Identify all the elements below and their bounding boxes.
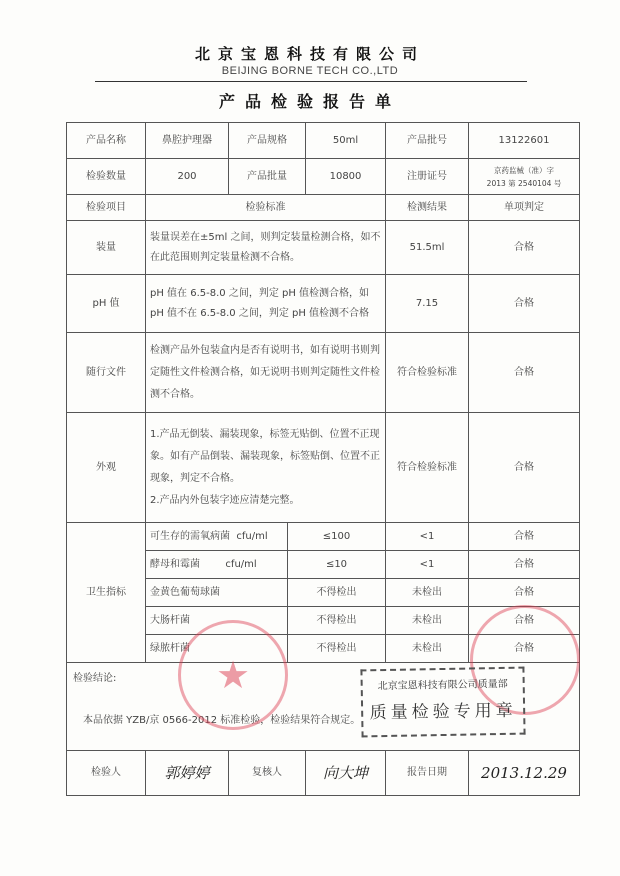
test-item: 外观 <box>67 413 146 523</box>
test-judgment: 合格 <box>469 333 580 413</box>
hygiene-judgment: 合格 <box>469 523 580 551</box>
inspector-label: 检验人 <box>67 751 146 796</box>
info-row-1 <box>67 123 580 159</box>
lot-label: 产品批号 <box>386 123 469 159</box>
hygiene-judgment: 合格 <box>469 607 580 635</box>
hygiene-name: 酵母和霉菌 cfu/ml <box>146 551 288 579</box>
hygiene-name: 金黄色葡萄球菌 <box>146 579 288 607</box>
stamp-line-1: 北京宝恩科技有限公司质量部 <box>377 678 508 693</box>
test-result: 符合检验标准 <box>386 413 469 523</box>
hygiene-judgment: 合格 <box>469 579 580 607</box>
company-name-cn: 北京宝恩科技有限公司 <box>194 45 425 63</box>
hygiene-name: 大肠杆菌 <box>146 607 288 635</box>
hygiene-name: 可生存的需氧病菌 cfu/ml <box>146 523 288 551</box>
hygiene-result: <1 <box>386 523 469 551</box>
hygiene-standard: ≤100 <box>288 523 386 551</box>
hygiene-name: 绿脓杆菌 <box>146 635 288 663</box>
product-name-label: 产品名称 <box>67 123 146 159</box>
column-header-row <box>67 195 580 221</box>
reviewer-label: 复核人 <box>229 751 306 796</box>
report-date: 2013.12.29 <box>469 751 580 796</box>
standard-point-2: 2.产品内外包装字迹应清楚完整。 <box>150 494 300 506</box>
hygiene-standard: ≤10 <box>288 551 386 579</box>
test-item: 装量 <box>67 221 146 275</box>
test-result: 符合检验标准 <box>386 333 469 413</box>
reg-value <box>469 159 580 195</box>
document-title: 产品检验报告单 <box>218 92 401 111</box>
qty-label: 检验数量 <box>67 159 146 195</box>
hygiene-judgment: 合格 <box>469 635 580 663</box>
hygiene-judgment: 合格 <box>469 551 580 579</box>
test-standard <box>146 413 386 523</box>
reg-label: 注册证号 <box>386 159 469 195</box>
hygiene-result: <1 <box>386 551 469 579</box>
lot-value: 13122601 <box>469 123 580 159</box>
test-row <box>67 413 580 523</box>
test-standard: 检测产品外包装盒内是否有说明书，如有说明书则判定随性文件检测合格，如无说明书则判定随性文件检测不合格。 <box>146 333 386 413</box>
signature-row <box>67 751 580 796</box>
hygiene-result: 未检出 <box>386 579 469 607</box>
spec-value: 50ml <box>306 123 386 159</box>
hygiene-result: 未检出 <box>386 635 469 663</box>
test-judgment: 合格 <box>469 275 580 333</box>
header-divider <box>95 81 527 82</box>
reg-line-1: 京药监械（准）字 <box>494 165 554 175</box>
company-name-en: BEIJING BORNE TECH CO.,LTD <box>221 65 399 77</box>
test-item: pH 值 <box>67 275 146 333</box>
info-row-2 <box>67 159 580 195</box>
test-row <box>67 333 580 413</box>
reviewer-signature: 向大坤 <box>306 751 386 796</box>
quality-inspection-stamp <box>360 667 525 738</box>
test-row <box>67 221 580 275</box>
col-judgment: 单项判定 <box>469 195 580 221</box>
product-name: 鼻腔护理器 <box>146 123 229 159</box>
col-result: 检测结果 <box>386 195 469 221</box>
test-item: 随行文件 <box>67 333 146 413</box>
company-seal-stamp: ★ <box>178 620 288 730</box>
test-result: 51.5ml <box>386 221 469 275</box>
spec-label: 产品规格 <box>229 123 306 159</box>
hygiene-standard: 不得检出 <box>288 579 386 607</box>
test-row <box>67 275 580 333</box>
hygiene-item: 卫生指标 <box>67 523 146 663</box>
test-standard: pH 值在 6.5-8.0 之间，判定 pH 值检测合格，如 pH 值不在 6.5-8.0 之间，判定 pH 值检测不合格 <box>146 275 386 333</box>
test-result: 7.15 <box>386 275 469 333</box>
test-judgment: 合格 <box>469 221 580 275</box>
conclusion-text: 本品依据 YZB/京 0566-2012 标准检验，检验结果符合规定。 <box>83 715 361 726</box>
batch-label: 产品批量 <box>229 159 306 195</box>
inspector-signature: 郭婷婷 <box>146 751 229 796</box>
conclusion-label: 检验结论: <box>73 673 117 684</box>
batch-value: 10800 <box>306 159 386 195</box>
standard-point-1: 1.产品无倒装、漏装现象，标签无贴倒、位置不正现象。如有产品倒装、漏装现象，标签贴倒、位置不正现象，判定不合格。 <box>150 428 380 484</box>
hygiene-standard: 不得检出 <box>288 607 386 635</box>
hygiene-result: 未检出 <box>386 607 469 635</box>
stamp-line-2: 质量检验专用章 <box>369 700 517 724</box>
reg-line-2: 2013 第 2540104 号 <box>486 178 562 188</box>
hygiene-standard: 不得检出 <box>288 635 386 663</box>
col-standard: 检验标准 <box>146 195 386 221</box>
hygiene-row <box>67 523 580 551</box>
test-standard: 装量误差在±5ml 之间，则判定装量检测合格，如不在此范围则判定装量检测不合格。 <box>146 221 386 275</box>
qty-value: 200 <box>146 159 229 195</box>
test-judgment: 合格 <box>469 413 580 523</box>
col-item: 检验项目 <box>67 195 146 221</box>
date-label: 报告日期 <box>386 751 469 796</box>
